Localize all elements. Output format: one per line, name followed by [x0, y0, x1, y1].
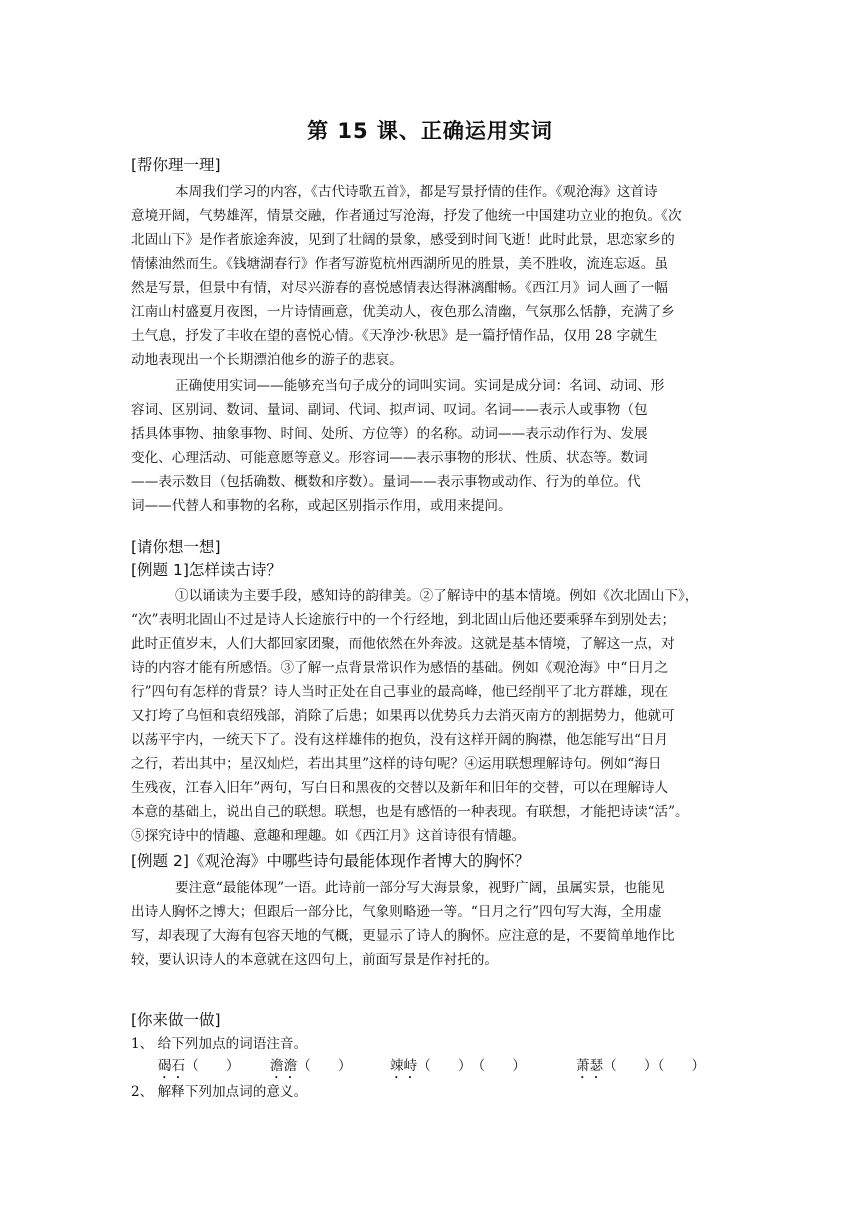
paragraph-line: ①以诵读为主要手段，感知诗的韵律美。②了解诗中的基本情境。例如《次北固山下》，: [175, 588, 699, 604]
paragraph-line: ——表示数目（包括确数、概数和序数）。量词——表示事物或动作、行为的单位。代: [131, 474, 641, 490]
paragraph-line: 江南山村盛夏月夜图，一片诗情画意，优美动人，夜色那么清幽，气氛那么恬静，充满了乡: [131, 304, 675, 320]
paragraph-line: ⑤探究诗中的情趣、意趣和理趣。如《西江月》这首诗很有情趣。: [131, 828, 526, 844]
paragraph-line: 要注意“最能体现”一语。此诗前一部分写大海景象，视野广阔，虽属实景，也能见: [175, 880, 665, 896]
paragraph-line: 变化、心理活动、可能意愿等意义。形容词——表示事物的形状、性质、状态等。数词: [131, 450, 648, 466]
paragraph-line: “次”表明北固山不过是诗人长途旅行中的一个行经地，到北固山后他还要乘驿车到别处去；: [131, 612, 676, 628]
pinyin-item-text: 碣石（ ）: [158, 1058, 240, 1074]
paragraph-line: 诗的内容才能有所感悟。③了解一点背景常识作为感悟的基础。例如《观沧海》中“日月之: [131, 660, 669, 676]
example-1-heading: [例题 1]怎样读古诗？: [131, 561, 282, 579]
paragraph-line: 此时正值岁末，人们大都回家团聚，而他依然在外奔波。这就是基本情境，了解这一点，对: [131, 636, 675, 652]
section-heading-practice: [你来做一做]: [131, 1011, 221, 1029]
paragraph-line: 括具体事物、抽象事物、时间、处所、方位等）的名称。动词——表示动作行为、发展: [131, 426, 648, 442]
paragraph-line: 正确使用实词——能够充当句子成分的词叫实词。实词是成分词：名词、动词、形: [175, 378, 665, 394]
paragraph-line: 以荡平宇内，一统天下了。没有这样雄伟的抱负，没有这样开阔的胸襟，他怎能写出“日月: [131, 732, 669, 748]
example-2-heading: [例题 2]《观沧海》中哪些诗句最能体现作者博大的胸怀？: [131, 852, 530, 870]
paragraph-line: 本周我们学习的内容，《古代诗歌五首》，都是写景抒情的佳作。《观沧海》这首诗: [175, 184, 658, 200]
paragraph-line: 写，却表现了大海有包容天地的气概，更显示了诗人的胸怀。应注意的是，不要简单地作比: [131, 928, 675, 944]
paragraph-line: 出诗人胸怀之博大；但跟后一部分比，气象则略逊一等。“日月之行”四句写大海，全用虚: [131, 904, 662, 920]
question-2: 2、 解释下列加点词的意义。: [131, 1084, 308, 1100]
paragraph-line: 生残夜，江春入旧年”两句，写白日和黑夜的交替以及新年和旧年的交替，可以在理解诗人: [131, 780, 669, 796]
paragraph-line: 词——代替人和事物的名称，或起区别指示作用，或用来提问。: [131, 498, 512, 514]
paragraph-line: 意境开阔，气势雄浑，情景交融，作者通过写沧海，抒发了他统一中国建功立业的抱负。《次: [131, 208, 682, 224]
paragraph-line: 情愫油然而生。《钱塘湖春行》作者写游览杭州西湖所见的胜景，美不胜收，流连忘返。虽: [131, 256, 668, 272]
section-heading-sort-out: [帮你理一理]: [131, 156, 221, 174]
pinyin-item-b: [270, 1054, 352, 1082]
paragraph-line: 之行，若出其中；星汉灿烂，若出其里”这样的诗句呢？④运用联想理解诗句。例如“海日: [131, 756, 662, 772]
paragraph-line: 本意的基础上，说出自己的联想。联想，也是有感悟的一种表现。有联想，才能把诗读“活”。: [131, 804, 689, 820]
page-title: 第 15 课、正确运用实词: [307, 119, 553, 143]
section-heading-think: [请你想一想]: [131, 538, 221, 556]
paragraph-line: 容词、区别词、数词、量词、副词、代词、拟声词、叹词。名词——表示人或事物（包: [131, 402, 648, 418]
pinyin-item-d: [576, 1054, 705, 1082]
paragraph-line: 土气息，抒发了丰收在望的喜悦心情。《天净沙·秋思》是一篇抒情作品，仅用 28 字就生: [131, 328, 658, 344]
pinyin-item-c: [390, 1054, 526, 1082]
paragraph-line: 又打垮了乌恒和袁绍残部，消除了后患；如果再以优势兵力去消灭南方的割据势力，他就可: [131, 708, 675, 724]
paragraph-line: 然是写景，但景中有情，对尽兴游春的喜悦感情表达得淋漓酣畅。《西江月》词人画了一幅: [131, 280, 668, 296]
question-1: 1、 给下列加点的词语注音。: [131, 1036, 308, 1052]
pinyin-item-a: [158, 1054, 240, 1082]
paragraph-line: 动地表现出一个长期漂泊他乡的游子的悲哀。: [131, 352, 403, 368]
paragraph-line: 北固山下》是作者旅途奔波，见到了壮阔的景象，感受到时间飞逝！此时此景，思恋家乡的: [131, 232, 675, 248]
pinyin-item-text: 澹澹（ ）: [270, 1058, 352, 1074]
paragraph-line: 较，要认识诗人的本意就在这四句上，前面写景是作衬托的。: [131, 952, 499, 968]
paragraph-line: 行”四句有怎样的背景？诗人当时正处在自己事业的最高峰，他已经削平了北方群雄，现在: [131, 684, 669, 700]
pinyin-item-text: 萧瑟（ ）（ ）: [576, 1058, 706, 1074]
pinyin-item-text: 竦峙（ ） （ ）: [390, 1058, 526, 1074]
